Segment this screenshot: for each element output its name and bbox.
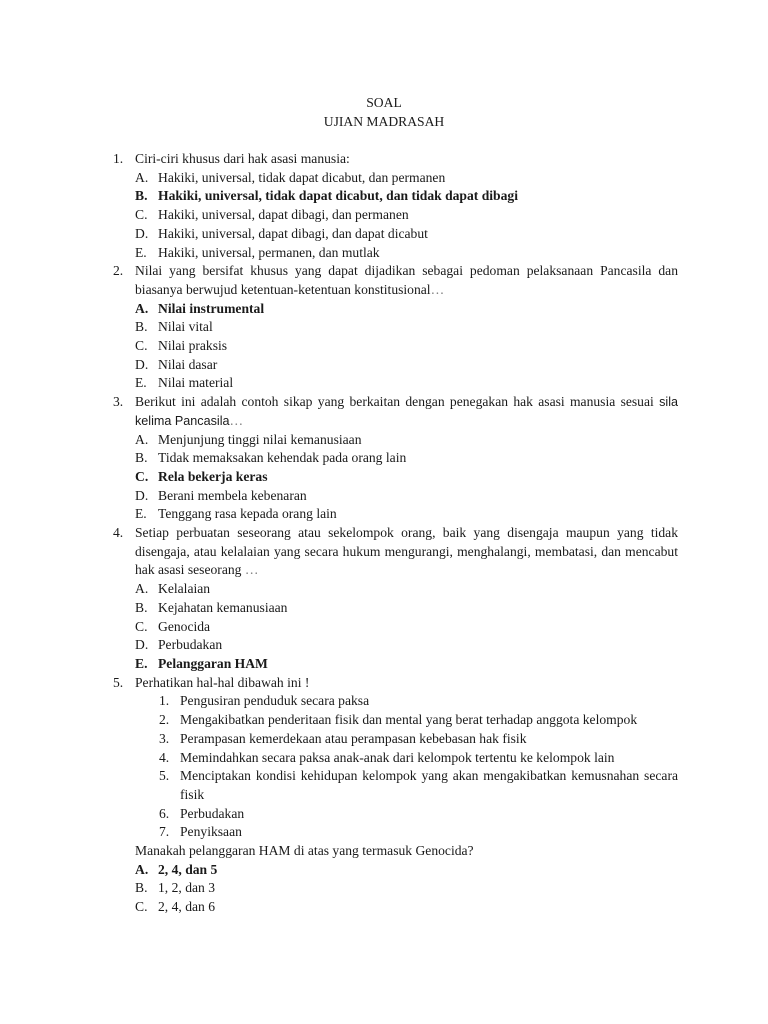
question-text-main: Berikut ini adalah contoh sikap yang berkaitan dengan penegakan hak asasi manusia sesuai [135,394,654,410]
option-text: 2, 4, dan 5 [158,861,218,877]
option-letter: C. [135,468,149,484]
option-text: 2, 4, dan 6 [158,899,216,915]
answer-option [113,431,678,450]
answer-option-correct [113,861,678,880]
option-text: Genocida [158,618,211,634]
answer-option [113,374,678,393]
option-text: Hakiki, universal, tidak dapat dicabut, dan permanen [158,169,446,185]
sublist-number: 2. [159,712,170,728]
sublist-item [135,692,678,711]
sublist-number: 5. [159,768,170,784]
sublist-number: 6. [159,805,170,821]
answer-option [113,580,678,599]
option-text: Nilai instrumental [158,300,265,316]
sublist-text: Menciptakan kondisi kehidupan kelompok yang akan mengakibatkan kemusnahan secara fisik [180,768,678,802]
sublist-item [135,767,678,804]
question-5 [113,674,678,917]
question-text [135,393,678,430]
option-letter: C. [135,338,148,354]
sublist-item [135,805,678,824]
answer-option [113,636,678,655]
option-text: Pelanggaran HAM [158,655,268,671]
option-letter: A. [135,581,149,597]
sublist-item [135,730,678,749]
question-3 [113,393,678,524]
answer-option [113,169,678,188]
option-letter: E. [135,506,147,522]
question-ellipsis: … [430,281,445,297]
option-text: Rela bekerja keras [158,468,268,484]
question-number: 1. [113,151,124,166]
answer-option [113,487,678,506]
question-text [135,524,678,580]
answer-option [113,244,678,263]
question-text: Ciri-ciri khusus dari hak asasi manusia: [135,151,350,166]
answer-option-correct [113,468,678,487]
option-text: Nilai material [158,375,234,391]
question-2 [113,262,678,393]
option-text: Nilai vital [158,319,213,335]
sublist-item [135,749,678,768]
option-letter: E. [135,244,147,260]
sublist-text: Pengusiran penduduk secara paksa [180,693,370,709]
option-letter: A. [135,300,149,316]
answer-option-correct [113,300,678,319]
sublist-number: 7. [159,824,170,840]
question-number: 4. [113,525,124,541]
numbered-sublist [113,692,678,842]
option-letter: B. [135,319,148,335]
option-text: Hakiki, universal, dapat dibagi, dan dapat dicabut [158,225,428,241]
question-text: Perhatikan hal-hal dibawah ini ! [135,674,310,690]
option-text: Hakiki, universal, tidak dapat dicabut, dan tidak dapat dibagi [158,188,518,204]
question-ellipsis: … [229,412,244,428]
option-letter: D. [135,356,149,372]
answer-option [113,505,678,524]
answer-option-correct [113,187,678,206]
option-letter: C. [135,207,148,223]
sublist-text: Memindahkan secara paksa anak-anak dari kelompok tertentu ke kelompok lain [180,749,615,765]
option-text: Berani membela kebenaran [158,487,307,503]
question-prompt: Manakah pelanggaran HAM di atas yang termasuk Genocida? [135,843,474,859]
document-title: SOAL [366,95,402,110]
option-letter: D. [135,637,149,653]
answer-option [113,599,678,618]
question-text-main: Nilai yang bersifat khusus yang dapat dijadikan sebagai pedoman pelaksanaan Pancasila dan biasanya berwujud ketentuan-ketentuan konstitusional [135,263,678,297]
answer-option [113,449,678,468]
sublist-number: 4. [159,749,170,765]
sublist-text: Penyiksaan [180,824,242,840]
sublist-number: 3. [159,730,170,746]
option-letter: A. [135,861,149,877]
question-number: 5. [113,674,124,690]
option-letter: E. [135,375,147,391]
answer-option-correct [113,655,678,674]
option-letter: D. [135,487,149,503]
document-header [0,93,768,131]
question-number: 3. [113,394,124,410]
answer-option [113,318,678,337]
option-letter: A. [135,169,149,185]
option-letter: E. [135,655,148,671]
answer-option [113,879,678,898]
document-subtitle: UJIAN MADRASAH [323,114,445,129]
sublist-text: Perbudakan [180,805,245,821]
option-letter: A. [135,431,149,447]
question-4 [113,524,678,674]
question-number: 2. [113,263,124,279]
answer-option [113,206,678,225]
option-letter: B. [135,188,148,204]
answer-option [113,225,678,244]
sublist-text: Perampasan kemerdekaan atau perampasan kebebasan hak fisik [180,730,527,746]
option-letter: C. [135,618,148,634]
option-text: Menjunjung tinggi nilai kemanusiaan [158,431,362,447]
question-1 [113,150,678,262]
answer-option [113,337,678,356]
sublist-text: Mengakibatkan penderitaan fisik dan mental yang berat terhadap anggota kelompok [180,712,638,728]
sublist-number: 1. [159,693,170,709]
option-text: Perbudakan [158,637,223,653]
option-text: Nilai dasar [158,356,218,372]
question-text-sans: sila kelima Pancasila [135,395,678,428]
option-letter: B. [135,599,148,615]
option-text: Hakiki, universal, dapat dibagi, dan permanen [158,207,409,223]
option-text: Tenggang rasa kepada orang lain [158,506,337,522]
question-ellipsis: … [244,562,259,578]
option-text: 1, 2, dan 3 [158,880,216,896]
answer-option [113,898,678,917]
option-letter: C. [135,899,148,915]
option-letter: B. [135,450,148,466]
option-letter: B. [135,880,148,896]
option-text: Kelalaian [158,581,211,597]
option-text: Hakiki, universal, permanen, dan mutlak [158,244,380,260]
sublist-item [135,711,678,730]
question-text-main: Setiap perbuatan seseorang atau sekelompok orang, baik yang disengaja maupun yang tidak disengaja, atau kelalaian yang secara hukum mengurangi, menghalangi, membatasi, dan mencabut hak asasi seseorang [135,525,678,578]
sublist-item [135,823,678,842]
option-text: Nilai praksis [158,338,228,354]
option-text: Kejahatan kemanusiaan [158,599,288,615]
option-letter: D. [135,225,149,241]
question-text [135,262,678,299]
option-text: Tidak memaksakan kehendak pada orang lain [158,450,407,466]
answer-option [113,356,678,375]
question-list [113,150,678,917]
answer-option [113,618,678,637]
